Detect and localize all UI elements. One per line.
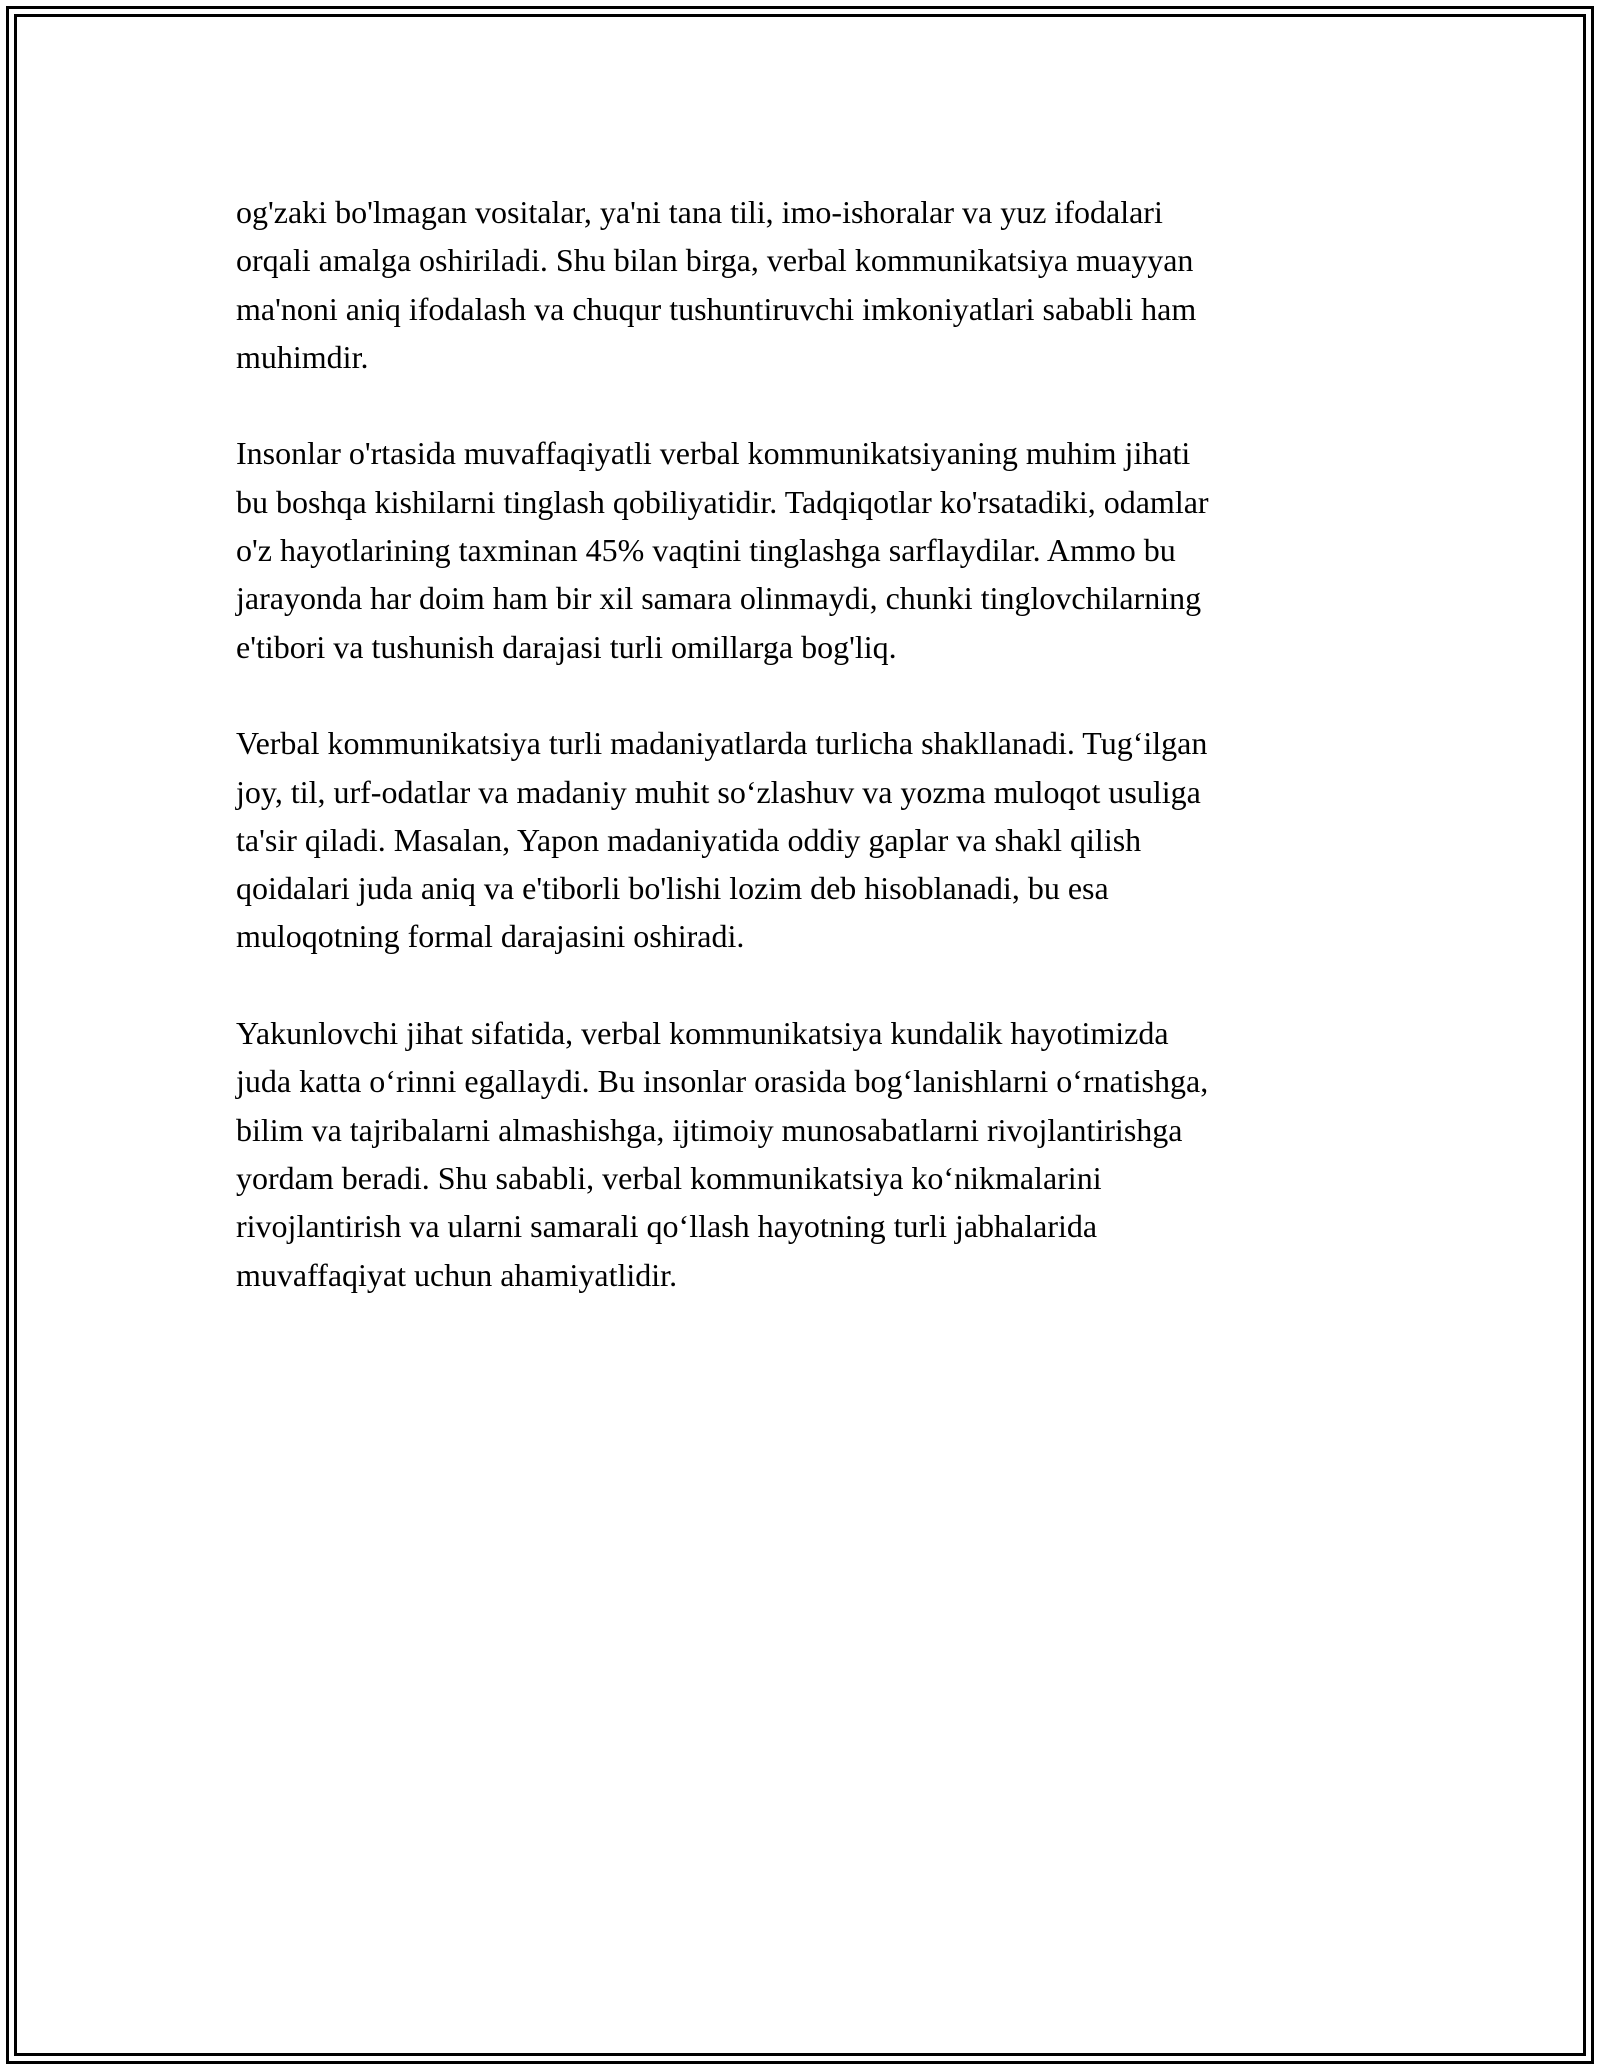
- paragraph-nonverbal-means: og'zaki bo'lmagan vositalar, ya'ni tana tili, imo-ishoralar va yuz ifodalari orqali amalga oshiriladi. Shu bilan birga, verbal kommunikatsiya muayyan ma'noni aniq ifodalash va chuqur tushuntiruvchi imkoniyatlari sababli ham muhimdir.: [236, 194, 1197, 375]
- paragraph-listening: Insonlar o'rtasida muvaffaqiyatli verbal kommunikatsiyaning muhim jihati bu boshqa kishilarni tinglash qobiliyatidir. Tadqiqotlar ko'rsatadiki, odamlar o'z hayotlarining taxminan 45% vaqtini tinglashga sarflaydilar. Ammo bu jarayonda har doim ham bir xil samara olinmaydi, chunki tinglovchilarning e'tibori va tushunish darajasi turli omillarga bog'liq.: [236, 435, 1209, 665]
- paragraph-cultures: Verbal kommunikatsiya turli madaniyatlarda turlicha shakllanadi. Tug‘ilgan joy, til, urf-odatlar va madaniy muhit so‘zlashuv va yozma muloqot usuliga ta'sir qiladi. Masalan, Yapon madaniyatida oddiy gaplar va shakl qilish qoidalari juda aniq va e'tiborli bo'lishi lozim deb hisoblanadi, bu esa muloqotning formal darajasini oshiradi.: [236, 725, 1208, 955]
- paragraph-conclusion: Yakunlovchi jihat sifatida, verbal kommunikatsiya kundalik hayotimizda juda katta o‘rinni egallaydi. Bu insonlar orasida bog‘lanishlarni o‘rnatishga, bilim va tajribalarni almashishga, ijtimoiy munosabatlarni rivojlantirishga yordam beradi. Shu sababli, verbal kommunikatsiya ko‘nikmalarini rivojlantirish va ularni samarali qo‘llash hayotning turli jabhalarida muvaffaqiyat uchun ahamiyatlidir.: [236, 1015, 1209, 1293]
- document-body: [236, 188, 1366, 1347]
